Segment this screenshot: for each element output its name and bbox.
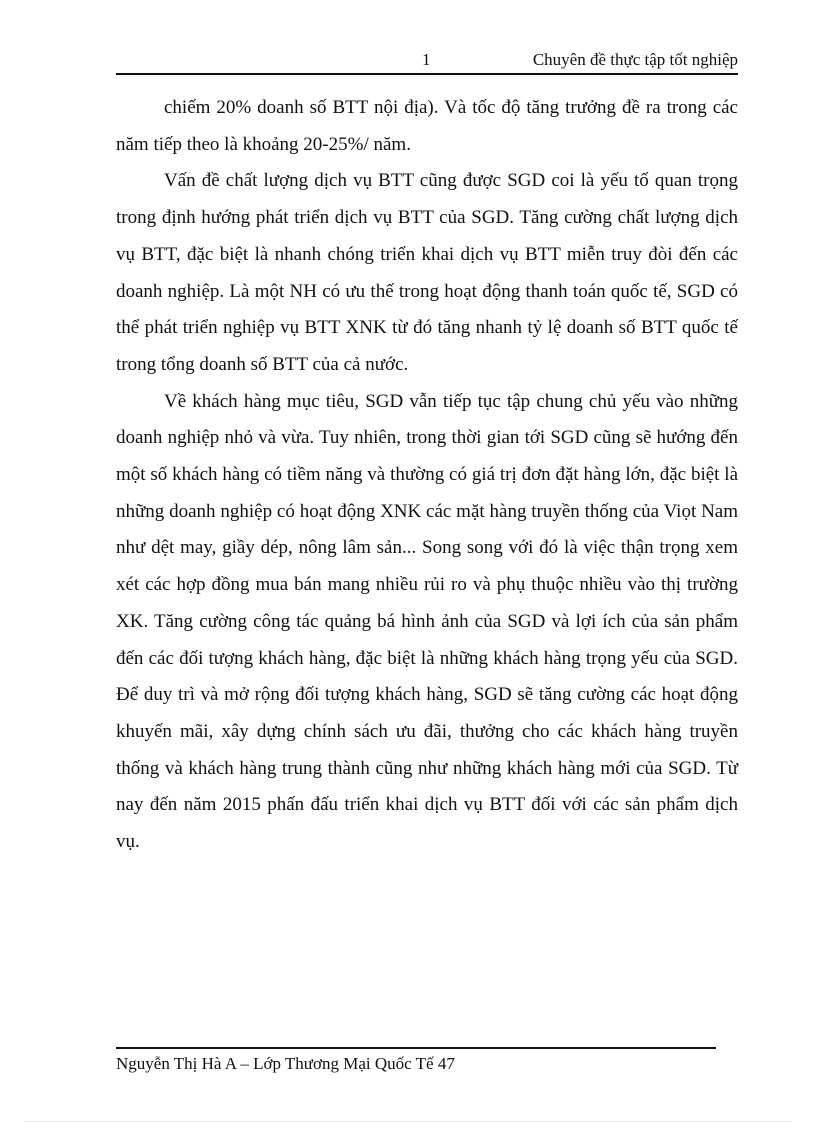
page-number: 1: [422, 50, 431, 69]
footer-author-line: Nguyễn Thị Hà A – Lớp Thương Mại Quốc Tế 47: [116, 1054, 455, 1073]
paragraph-service-quality: Vấn đề chất lượng dịch vụ BTT cũng được SGD coi là yếu tố quan trọng trong định hướng phát triển dịch vụ BTT của SGD. Tăng cường chất lượng dịch vụ BTT, đặc biệt là nhanh chóng triển khai dịch vụ BTT miễn truy đòi đến các doanh nghiệp. Là một NH có ưu thế trong hoạt động thanh toán quốc tế, SGD có thể phát triển nghiệp vụ BTT XNK từ đó tăng nhanh tỷ lệ doanh số BTT quốc tế trong tổng doanh số BTT của cả nước.: [116, 170, 738, 375]
footer-divider: [116, 1047, 716, 1049]
document-body: [116, 90, 738, 861]
page-header: [116, 48, 738, 72]
header-divider: [116, 73, 738, 75]
paragraph-continuation: chiếm 20% doanh số BTT nội địa). Và tốc độ tăng trưởng đề ra trong các năm tiếp theo là khoảng 20-25%/ năm.: [116, 97, 738, 155]
header-title: Chuyên đề thực tập tốt nghiệp: [532, 50, 738, 69]
page-bottom-border: [24, 1121, 792, 1122]
paragraph-target-customers: Về khách hàng mục tiêu, SGD vẫn tiếp tục tập chung chủ yếu vào những doanh nghiệp nhỏ và vừa. Tuy nhiên, trong thời gian tới SGD cũng sẽ hướng đến một số khách hàng có tiềm năng và thường có giá trị đơn đặt hàng lớn, đặc biệt là những doanh nghiệp có hoạt động XNK các mặt hàng truyền thống của Viọt Nam như dệt may, giầy dép, nông lâm sản... Song song với đó là việc thận trọng xem xét các hợp đồng mua bán mang nhiều rủi ro và phụ thuộc nhiều vào thị trường XK. Tăng cường công tác quảng bá hình ảnh của SGD và lợi ích của sản phẩm đến các đối tượng khách hàng, đặc biệt là những khách hàng trọng yếu của SGD. Để duy trì và mở rộng đối tượng khách hàng, SGD sẽ tăng cường các hoạt động khuyến mãi, xây dựng chính sách ưu đãi, thưởng cho các khách hàng truyền thống và khách hàng trung thành cũng như những khách hàng mới của SGD. Từ nay đến năm 2015 phấn đấu triển khai dịch vụ BTT đối với các sản phẩm dịch vụ.: [116, 390, 738, 853]
